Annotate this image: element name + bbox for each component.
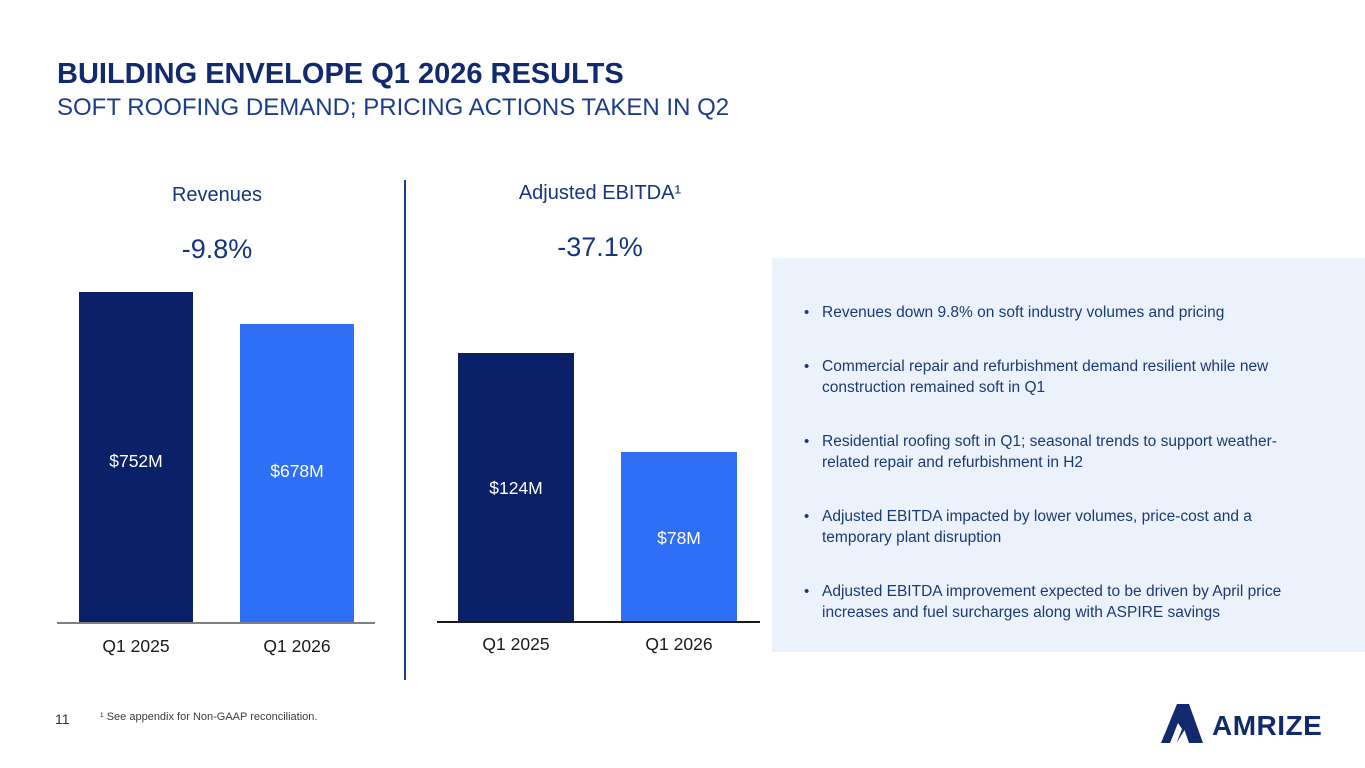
revenues-x-label-q1-2026: Q1 2026 (263, 636, 331, 656)
bullet-dot: • (804, 433, 810, 450)
bullet-item (804, 506, 1319, 548)
bullet-item (804, 581, 1319, 623)
slide-subtitle: SOFT ROOFING DEMAND; PRICING ACTIONS TAKEN IN Q2 (57, 94, 730, 121)
revenues-chart-title: Revenues (171, 184, 263, 206)
ebitda-axis-line (437, 621, 760, 623)
bullet-dot: • (804, 508, 810, 525)
ebitda-change-label: -37.1% (557, 232, 643, 262)
revenues-bar-q1-2025 (79, 292, 193, 622)
ebitda-bar-value-q1-2025: $124M (489, 478, 543, 498)
chart-divider-line (404, 180, 406, 680)
bullet-dot: • (804, 304, 810, 321)
revenues-change-label: -9.8% (181, 234, 253, 264)
ebitda-bar-q1-2025 (458, 353, 574, 621)
commentary-panel (772, 258, 1365, 652)
bullet-text-ebitda-improvement: Adjusted EBITDA improvement expected to be driven by April price increases and fuel surcharges along with ASPIRE savings (822, 583, 1282, 621)
revenues-x-label-q1-2025: Q1 2025 (102, 636, 170, 656)
bullet-item (804, 302, 1319, 323)
bullet-text-ebitda-impacted: Adjusted EBITDA impacted by lower volumes, price-cost and a temporary plant disruption (822, 508, 1252, 546)
ebitda-chart-title: Adjusted EBITDA¹ (518, 182, 682, 204)
bullet-text-commercial-repair: Commercial repair and refurbishment demand resilient while new construction remained soft in Q1 (822, 358, 1269, 396)
ebitda-bar-value-q1-2026: $78M (657, 528, 701, 548)
amrize-logo (1158, 702, 1322, 749)
bullet-dot: • (804, 583, 810, 600)
ebitda-x-label-q1-2025: Q1 2025 (482, 634, 550, 654)
amrize-logo-icon (1158, 702, 1204, 749)
bullet-text-revenues-down: Revenues down 9.8% on soft industry volumes and pricing (822, 304, 1225, 321)
ebitda-x-label-q1-2026: Q1 2026 (645, 634, 713, 654)
bullet-item (804, 356, 1319, 398)
bullet-item (804, 431, 1319, 473)
ebitda-bar-q1-2026 (621, 452, 737, 621)
revenues-bar-q1-2026 (240, 324, 354, 622)
amrize-logo-text: AMRIZE (1212, 709, 1323, 741)
bullet-text-residential-roofing: Residential roofing soft in Q1; seasonal trends to support weather-related repair and refurbishment in H2 (822, 433, 1277, 471)
bullet-dot: • (804, 358, 810, 375)
footnote: ¹ See appendix for Non-GAAP reconciliation. (100, 711, 318, 723)
header (57, 58, 729, 122)
ebitda-chart-header (440, 182, 760, 263)
slide-title: BUILDING ENVELOPE Q1 2026 RESULTS (57, 58, 624, 90)
revenues-bar-value-q1-2025: $752M (109, 451, 163, 471)
revenues-chart-header (57, 184, 377, 265)
revenues-bar-value-q1-2026: $678M (270, 461, 324, 481)
bullet-list (804, 302, 1319, 623)
revenues-axis-line (57, 622, 375, 624)
page-number: 11 (55, 711, 70, 727)
